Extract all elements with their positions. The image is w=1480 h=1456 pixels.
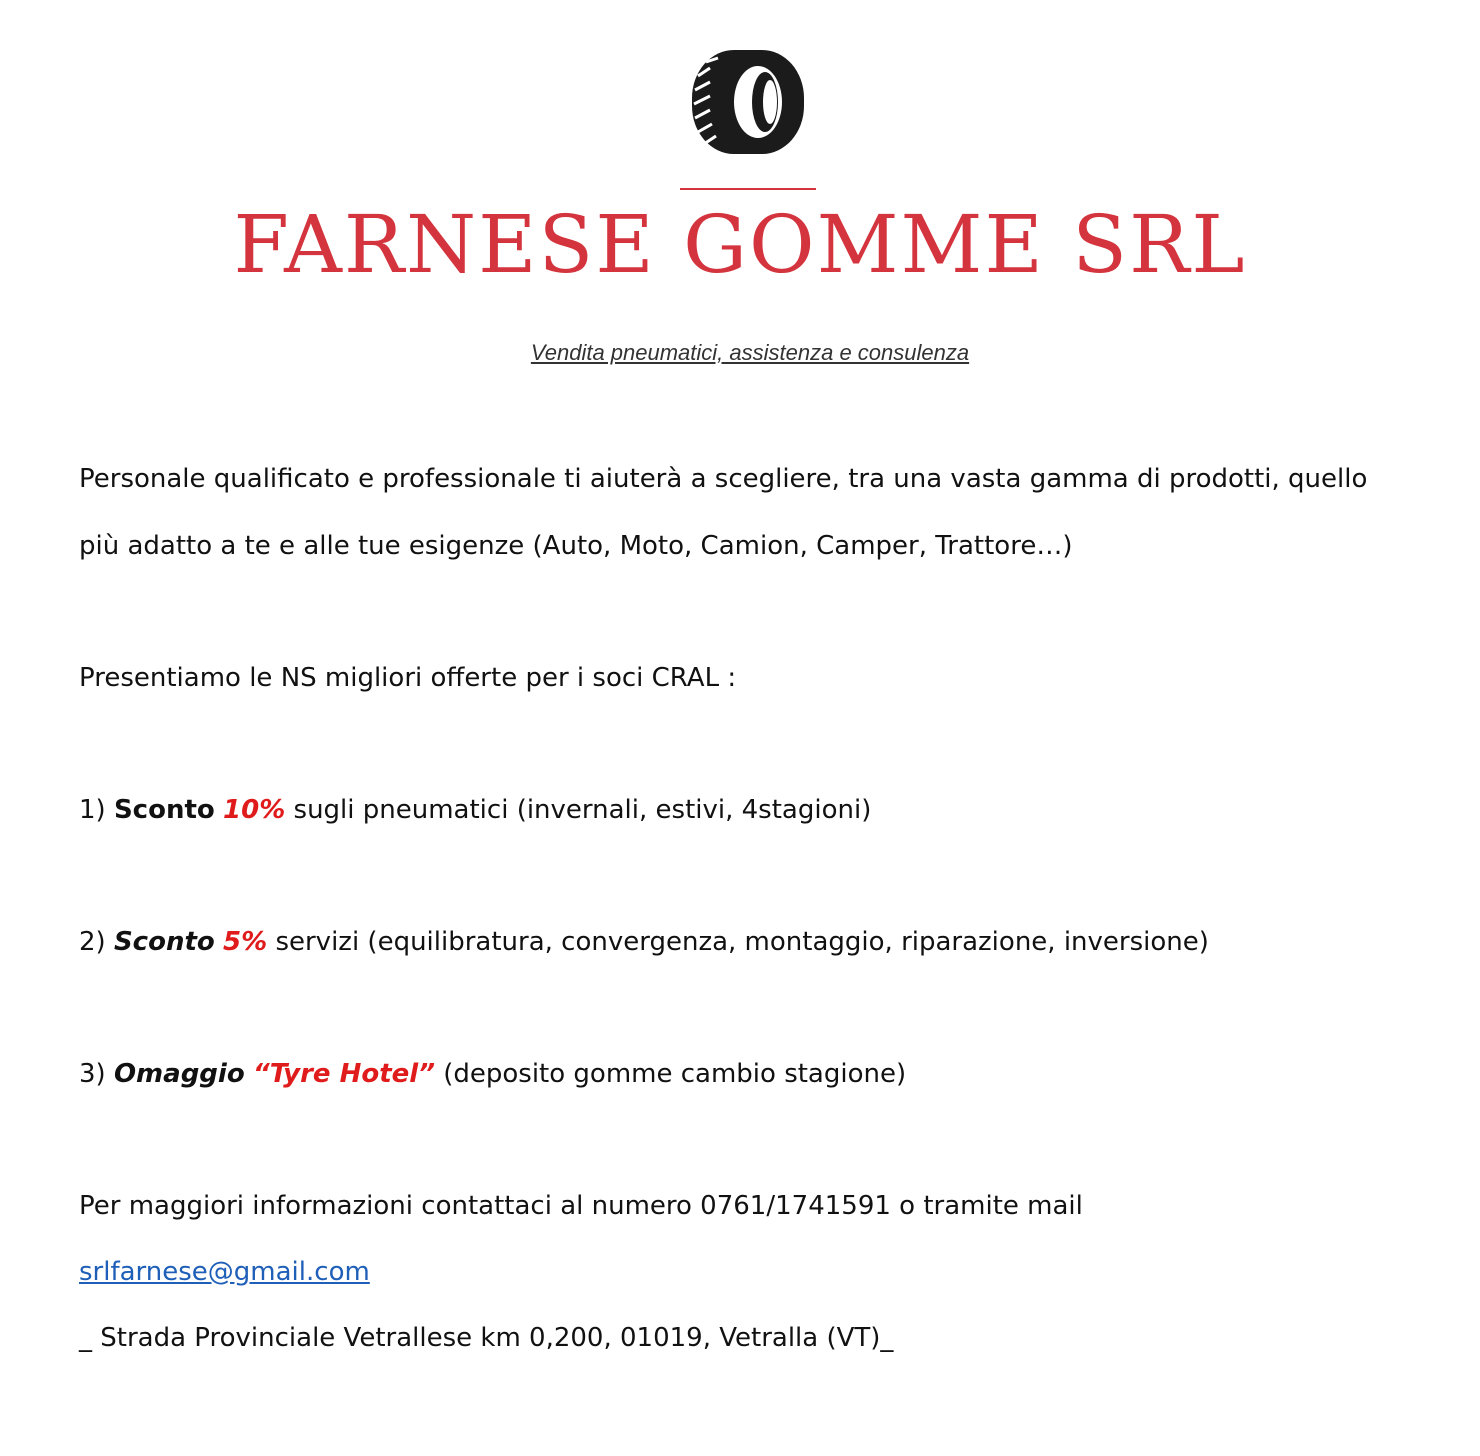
offer-highlight: “Tyre Hotel” — [252, 1059, 435, 1089]
offer-label: Omaggio — [113, 1059, 245, 1089]
offer-number: 1) — [79, 795, 106, 825]
offer-number: 2) — [79, 927, 106, 957]
intro-line-1: Personale qualificato e professionale ti aiuterà a scegliere, tra una vasta gamma di prodotti, quello — [79, 464, 1368, 494]
offer-item-1 — [79, 797, 871, 823]
offer-text: sugli pneumatici (invernali, estivi, 4stagioni) — [293, 795, 872, 825]
offer-label: Sconto — [113, 927, 215, 957]
tire-icon — [686, 46, 810, 158]
offer-text: servizi (equilibratura, convergenza, montaggio, riparazione, inversione) — [275, 927, 1209, 957]
offer-label: Sconto — [113, 795, 215, 825]
brand-name: FARNESE GOMME SRL — [233, 198, 1247, 291]
email-link[interactable]: srlfarnese@gmail.com — [79, 1257, 370, 1287]
tagline: Vendita pneumatici, assistenza e consulenza — [530, 340, 970, 365]
intro-line-2: più adatto a te e alle tue esigenze (Auto, Moto, Camion, Camper, Trattore…) — [79, 531, 1073, 561]
offers-intro: Presentiamo le NS migliori offerte per i soci CRAL : — [79, 663, 737, 693]
offer-item-3 — [79, 1061, 906, 1087]
offer-item-2 — [79, 929, 1209, 955]
offer-highlight: 10% — [223, 795, 286, 825]
contact-info: Per maggiori informazioni contattaci al numero 0761/1741591 o tramite mail — [79, 1191, 1083, 1221]
offer-number: 3) — [79, 1059, 106, 1089]
address: _ Strada Provinciale Vetrallese km 0,200, 01019, Vetralla (VT)_ — [79, 1323, 894, 1353]
offer-text: (deposito gomme cambio stagione) — [443, 1059, 907, 1089]
logo-divider — [680, 188, 816, 190]
offer-highlight: 5% — [223, 927, 268, 957]
